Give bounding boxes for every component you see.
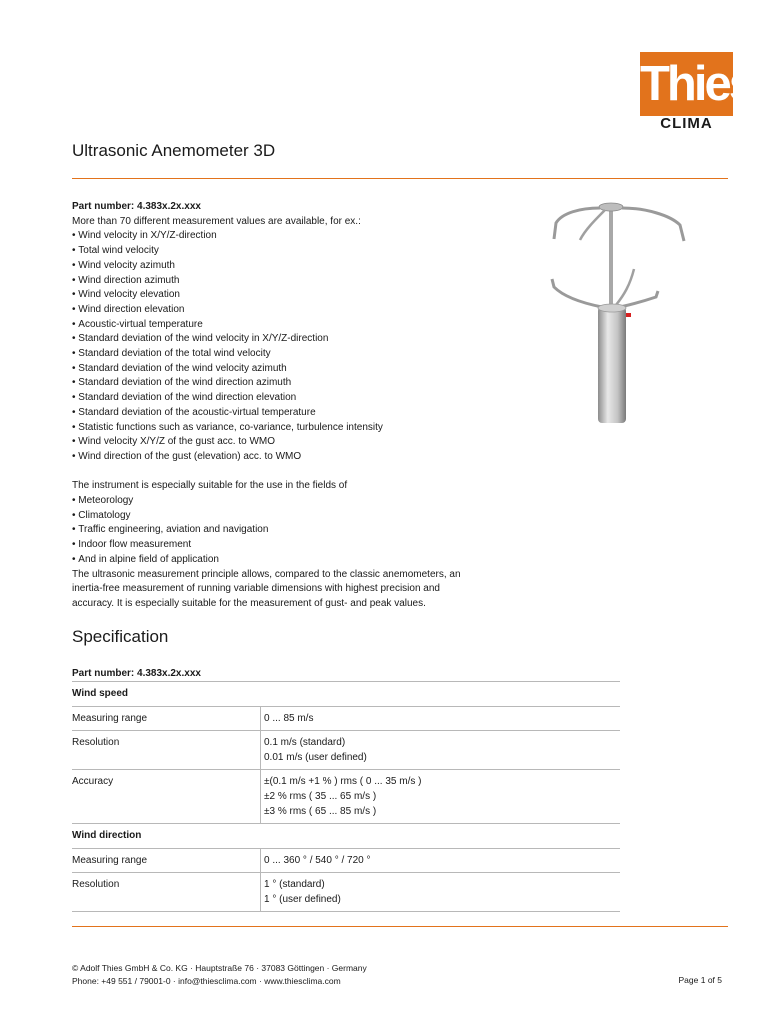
list-item: • Standard deviation of the wind velocity in X/Y/Z-direction xyxy=(72,332,512,347)
thies-clima-logo xyxy=(640,52,753,132)
section-title: Wind direction xyxy=(72,824,620,849)
list-item: • Wind direction elevation xyxy=(72,303,512,318)
spec-value: ±3 % rms ( 65 ... 85 m/s ) xyxy=(264,806,377,817)
fields-list xyxy=(72,494,512,568)
list-item: • Indoor flow measurement xyxy=(72,538,512,553)
spec-value: 0 ... 85 m/s xyxy=(264,713,314,724)
spec-value: 0.01 m/s (user defined) xyxy=(264,752,367,763)
closing-line: The ultrasonic measurement principle allows, compared to the classic anemometers, an xyxy=(72,568,461,580)
list-item: • Standard deviation of the acoustic-virtual temperature xyxy=(72,406,512,421)
list-item: • Standard deviation of the wind direction elevation xyxy=(72,391,512,406)
fields-lead: The instrument is especially suitable for the use in the fields of xyxy=(72,480,348,492)
list-item: • Wind velocity in X/Y/Z-direction xyxy=(72,229,512,244)
spec-value: 0 ... 360 ° / 540 ° / 720 ° xyxy=(264,855,371,866)
table-row xyxy=(72,731,620,770)
list-item: • Total wind velocity xyxy=(72,244,512,259)
spec-label: Accuracy xyxy=(72,770,261,824)
table-row xyxy=(72,849,620,873)
intro-section xyxy=(72,200,512,612)
section-row-wind-speed xyxy=(72,682,620,707)
list-item: • And in alpine field of application xyxy=(72,553,512,568)
spec-value: 0.1 m/s (standard) xyxy=(264,737,346,748)
spec-label: Resolution xyxy=(72,731,261,770)
list-item: • Standard deviation of the total wind velocity xyxy=(72,347,512,362)
spec-value: 1 ° (user defined) xyxy=(264,894,341,905)
spec-label: Measuring range xyxy=(72,849,261,873)
spec-table xyxy=(72,681,620,912)
table-row xyxy=(72,770,620,824)
list-item: • Acoustic-virtual temperature xyxy=(72,318,512,333)
list-item: • Wind direction azimuth xyxy=(72,274,512,289)
logo-sub: CLIMA xyxy=(660,115,713,132)
spec-value: ±(0.1 m/s +1 % ) rms ( 0 ... 35 m/s ) xyxy=(264,776,422,787)
closing-line: accuracy. It is especially suitable for the measurement of gust- and peak values. xyxy=(72,597,426,609)
list-item: • Statistic functions such as variance, co-variance, turbulence intensity xyxy=(72,421,512,436)
footer-address: © Adolf Thies GmbH & Co. KG · Hauptstraße 76 · 37083 Göttingen · Germany xyxy=(72,963,367,973)
intro-part-number: Part number: 4.383x.2x.xxx xyxy=(72,201,201,212)
spec-label: Resolution xyxy=(72,873,261,912)
page-title: Ultrasonic Anemometer 3D xyxy=(72,141,276,160)
spec-label: Measuring range xyxy=(72,707,261,731)
list-item: • Wind direction of the gust (elevation) acc. to WMO xyxy=(72,450,512,465)
spec-heading: Specification xyxy=(72,627,169,646)
list-item: • Wind velocity elevation xyxy=(72,288,512,303)
spec-part-number: Part number: 4.383x.2x.xxx xyxy=(72,668,201,679)
title-divider xyxy=(72,178,728,179)
spec-value: 1 ° (standard) xyxy=(264,879,325,890)
list-item: • Traffic engineering, aviation and navigation xyxy=(72,523,512,538)
list-item: • Standard deviation of the wind velocity azimuth xyxy=(72,362,512,377)
list-item: • Climatology xyxy=(72,509,512,524)
table-row xyxy=(72,707,620,731)
list-item: • Wind velocity X/Y/Z of the gust acc. to WMO xyxy=(72,435,512,450)
list-item: • Standard deviation of the wind direction azimuth xyxy=(72,376,512,391)
footer xyxy=(72,962,724,987)
closing-line: inertia-free measurement of running variable dimensions with highest precision and xyxy=(72,583,440,595)
section-title: Wind speed xyxy=(72,682,620,707)
page-number: Page 1 of 5 xyxy=(678,975,722,985)
logo-brand: Thies xyxy=(640,52,733,116)
list-item: • Meteorology xyxy=(72,494,512,509)
table-row xyxy=(72,873,620,912)
anemometer-image xyxy=(540,195,700,427)
footer-contact: Phone: +49 551 / 79001-0 · info@thiesclima.com · www.thiesclima.com xyxy=(72,975,341,986)
measurement-list xyxy=(72,229,512,464)
footer-divider xyxy=(72,926,728,927)
spec-value: ±2 % rms ( 35 ... 65 m/s ) xyxy=(264,791,377,802)
section-row-wind-direction xyxy=(72,824,620,849)
intro-lead: More than 70 different measurement values are available, for ex.: xyxy=(72,215,361,227)
list-item: • Wind velocity azimuth xyxy=(72,259,512,274)
